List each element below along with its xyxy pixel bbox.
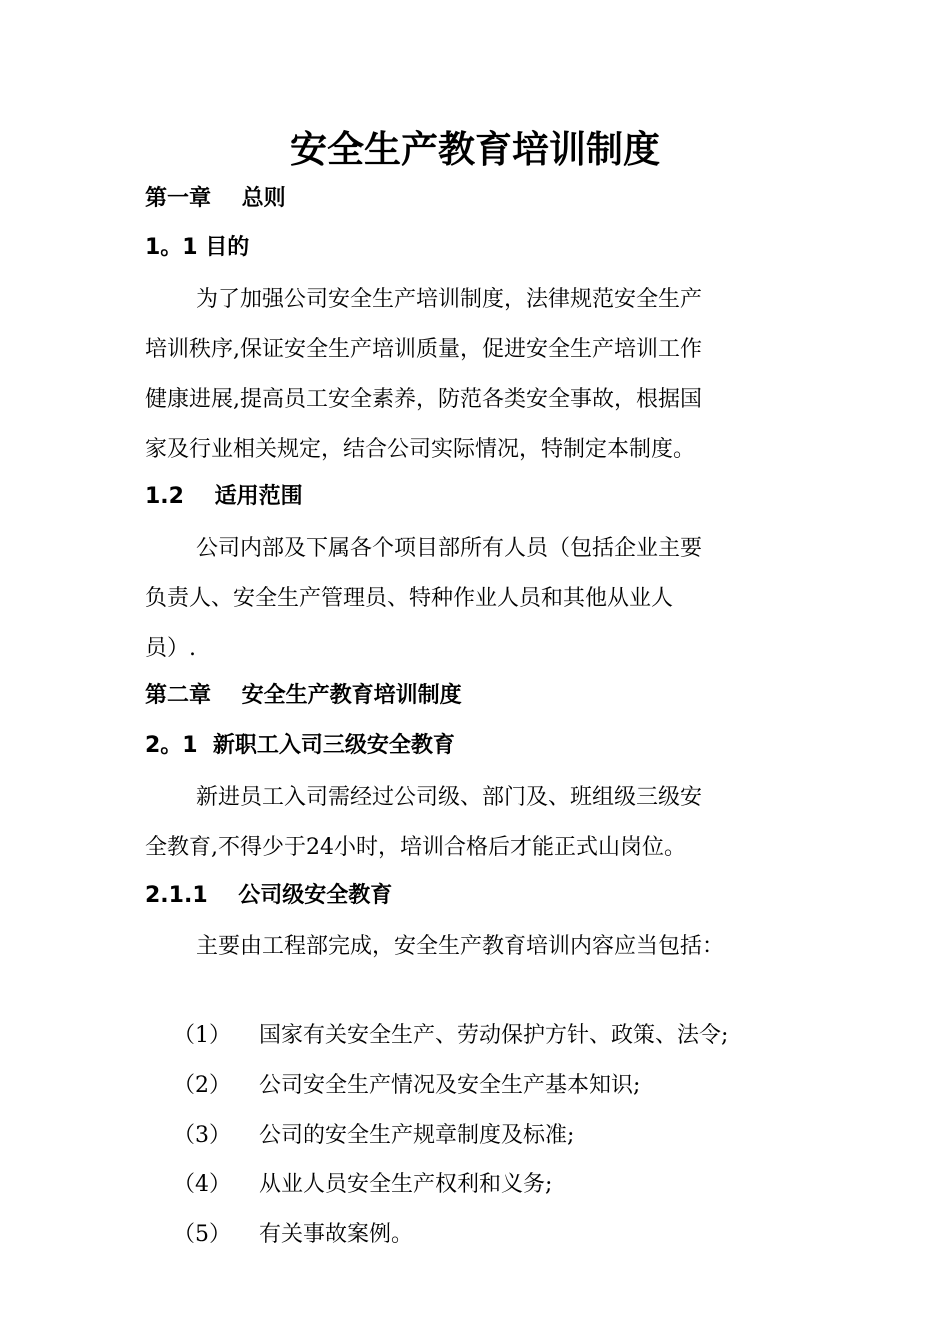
list-item [145,1026,641,1098]
list-item-number: （1） [172,1023,231,1048]
section-2-1-line-1: 新进员工入司需经过公司级、部门及、班组级三级安 [196,785,703,810]
list-item-text: 公司的安全生产规章制度及标准; [258,1123,575,1148]
chapter-1-heading: 第一章 总则 [145,186,286,211]
section-1-2-line-1: 公司内部及下属各个项目部所有人员（包括企业主要 [196,536,703,561]
section-1-1-line-1: 为了加强公司安全生产培训制度，法律规范安全生产 [196,287,703,312]
section-1-2-heading: 1.2 适用范围 [145,484,303,509]
section-1-1-heading: 1。1 目的 [145,235,250,260]
chapter-2-heading: 第二章 安全生产教育培训制度 [145,683,462,708]
section-1-1-line-4: 家及行业相关规定，结合公司实际情况，特制定本制度。 [145,437,696,462]
list-item-text: 有关事故案例。 [258,1222,413,1247]
section-1-2-line-2: 负责人、安全生产管理员、特种作业人员和其他从业人 [145,586,674,611]
section-2-1-heading: 2。1 新职工入司三级安全教育 [145,733,455,758]
list-item-text: 国家有关安全生产、劳动保护方针、政策、法令; [258,1023,729,1048]
list-item [145,1125,553,1197]
document-title: 安全生产教育培训制度 [290,128,660,171]
list-item-number: （5） [172,1222,231,1247]
section-2-1-1-intro: 主要由工程部完成，安全生产教育培训内容应当包括： [196,934,725,959]
list-item [145,1076,575,1148]
list-item-text: 公司安全生产情况及安全生产基本知识; [258,1073,641,1098]
section-1-2-line-3: 员）. [145,636,196,661]
section-1-1-line-3: 健康进展,提高员工安全素养，防范各类安全事故，根据国 [145,387,702,412]
list-item-number: （4） [172,1172,231,1197]
section-2-1-1-heading: 2.1.1 公司级安全教育 [145,883,393,908]
list-item-number: （2） [172,1073,231,1098]
section-2-1-line-2: 全教育,不得少于24小时，培训合格后才能正式山岗位。 [145,835,686,860]
section-1-1-line-2: 培训秩序,保证安全生产培训质量，促进安全生产培训工作 [145,337,702,362]
list-item [145,976,729,1048]
list-item-number: （3） [172,1123,231,1148]
list-item-text: 从业人员安全生产权利和义务; [258,1172,553,1197]
list-item [145,1175,413,1247]
